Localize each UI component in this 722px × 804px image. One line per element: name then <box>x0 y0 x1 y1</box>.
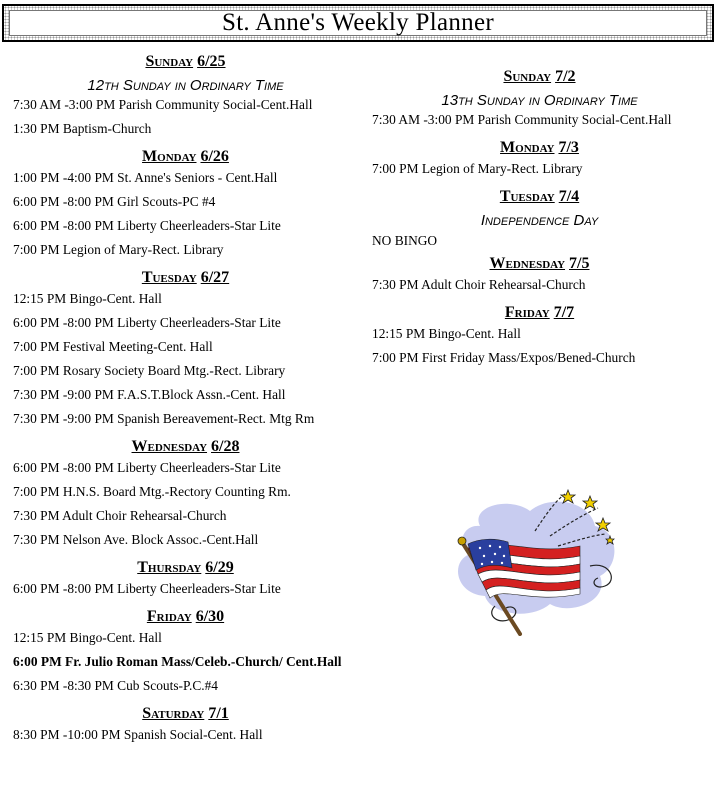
day-name: Saturday <box>142 705 205 722</box>
event-item: 7:00 PM Legion of Mary-Rect. Library <box>372 161 583 176</box>
event-item: 7:30 PM Adult Choir Rehearsal-Church <box>13 508 227 523</box>
day-name: Friday <box>146 608 192 625</box>
event-item: 7:00 PM Legion of Mary-Rect. Library <box>13 242 224 257</box>
day-heading <box>372 303 707 322</box>
event-item: 6:00 PM Fr. Julio Roman Mass/Celeb.-Church/ Cent.Hall <box>13 654 342 669</box>
day-block <box>13 607 358 692</box>
event-item: 1:00 PM -4:00 PM St. Anne's Seniors - Cent.Hall <box>13 170 278 185</box>
day-date: 7/3 <box>558 139 579 156</box>
day-block <box>372 187 707 248</box>
day-date: 7/7 <box>553 304 575 321</box>
event-item: 7:30 PM -9:00 PM F.A.S.T.Block Assn.-Cent. Hall <box>13 387 286 402</box>
day-heading <box>13 607 358 626</box>
day-block <box>372 303 707 364</box>
day-name: Wednesday <box>489 255 566 272</box>
special-observance: Independence Day <box>480 212 599 229</box>
day-date: 7/4 <box>558 188 580 205</box>
day-heading <box>372 254 707 273</box>
left-column <box>13 52 358 753</box>
title-banner-inner <box>9 10 707 36</box>
event-item: 7:30 PM Nelson Ave. Block Assoc.-Cent.Hall <box>13 532 259 547</box>
day-name: Tuesday <box>141 269 197 286</box>
day-heading <box>372 138 707 157</box>
day-heading <box>13 558 358 577</box>
day-date: 6/30 <box>195 608 225 625</box>
day-heading <box>13 704 358 723</box>
event-item: 6:00 PM -8:00 PM Liberty Cheerleaders-Star Lite <box>13 460 281 475</box>
day-heading <box>13 268 358 287</box>
day-heading <box>13 437 358 456</box>
american-flag-fireworks-icon <box>440 486 630 636</box>
day-name: Friday <box>504 304 550 321</box>
special-observance: 12th Sunday in Ordinary Time <box>87 77 284 94</box>
day-block <box>372 138 707 175</box>
day-date: 6/27 <box>200 269 230 286</box>
day-block <box>13 558 358 595</box>
day-heading <box>372 187 707 206</box>
day-block <box>13 147 358 256</box>
day-date: 6/29 <box>205 559 234 576</box>
day-heading <box>372 67 707 86</box>
day-name: Wednesday <box>131 438 208 455</box>
day-date: 7/1 <box>208 705 229 722</box>
event-item: 7:00 PM Festival Meeting-Cent. Hall <box>13 339 213 354</box>
day-name: Thursday <box>137 559 202 576</box>
event-item: 6:00 PM -8:00 PM Girl Scouts-PC #4 <box>13 194 216 209</box>
event-item: 12:15 PM Bingo-Cent. Hall <box>13 291 162 306</box>
day-date: 7/5 <box>569 255 590 272</box>
day-heading <box>13 52 358 71</box>
event-item: 6:00 PM -8:00 PM Liberty Cheerleaders-Star Lite <box>13 218 281 233</box>
day-block <box>13 52 358 135</box>
day-name: Monday <box>142 148 197 165</box>
day-date: 7/2 <box>555 68 576 85</box>
day-block <box>372 254 707 291</box>
day-name: Monday <box>500 139 555 156</box>
event-item: 6:00 PM -8:00 PM Liberty Cheerleaders-Star Lite <box>13 581 281 596</box>
event-item: 6:30 PM -8:30 PM Cub Scouts-P.C.#4 <box>13 678 218 693</box>
event-item: 7:00 PM First Friday Mass/Expos/Bened-Church <box>372 350 636 365</box>
page-title: St. Anne's Weekly Planner <box>221 9 494 36</box>
day-name: Sunday <box>503 68 552 85</box>
day-heading <box>13 147 358 166</box>
day-date: 6/26 <box>200 148 229 165</box>
title-banner <box>2 4 714 42</box>
event-item: 7:30 PM -9:00 PM Spanish Bereavement-Rect. Mtg Rm <box>13 411 315 426</box>
event-item: 12:15 PM Bingo-Cent. Hall <box>13 630 162 645</box>
day-name: Tuesday <box>499 188 555 205</box>
event-item: 8:30 PM -10:00 PM Spanish Social-Cent. Hall <box>13 727 263 742</box>
day-block <box>13 268 358 425</box>
day-block <box>372 67 707 126</box>
day-date: 6/25 <box>197 53 226 70</box>
right-column <box>372 67 707 376</box>
special-observance: 13th Sunday in Ordinary Time <box>441 92 638 109</box>
day-name: Sunday <box>145 53 194 70</box>
day-block <box>13 704 358 741</box>
event-item: 6:00 PM -8:00 PM Liberty Cheerleaders-Star Lite <box>13 315 281 330</box>
event-item: 7:00 PM Rosary Society Board Mtg.-Rect. Library <box>13 363 286 378</box>
event-item: 7:30 PM Adult Choir Rehearsal-Church <box>372 277 586 292</box>
event-item: NO BINGO <box>372 233 438 248</box>
event-item: 7:30 AM -3:00 PM Parish Community Social-Cent.Hall <box>13 97 313 112</box>
event-item: 7:30 AM -3:00 PM Parish Community Social-Cent.Hall <box>372 112 672 127</box>
day-block <box>13 437 358 546</box>
event-item: 12:15 PM Bingo-Cent. Hall <box>372 326 521 341</box>
event-item: 1:30 PM Baptism-Church <box>13 121 152 136</box>
day-date: 6/28 <box>211 438 240 455</box>
event-item: 7:00 PM H.N.S. Board Mtg.-Rectory Counting Rm. <box>13 484 291 499</box>
